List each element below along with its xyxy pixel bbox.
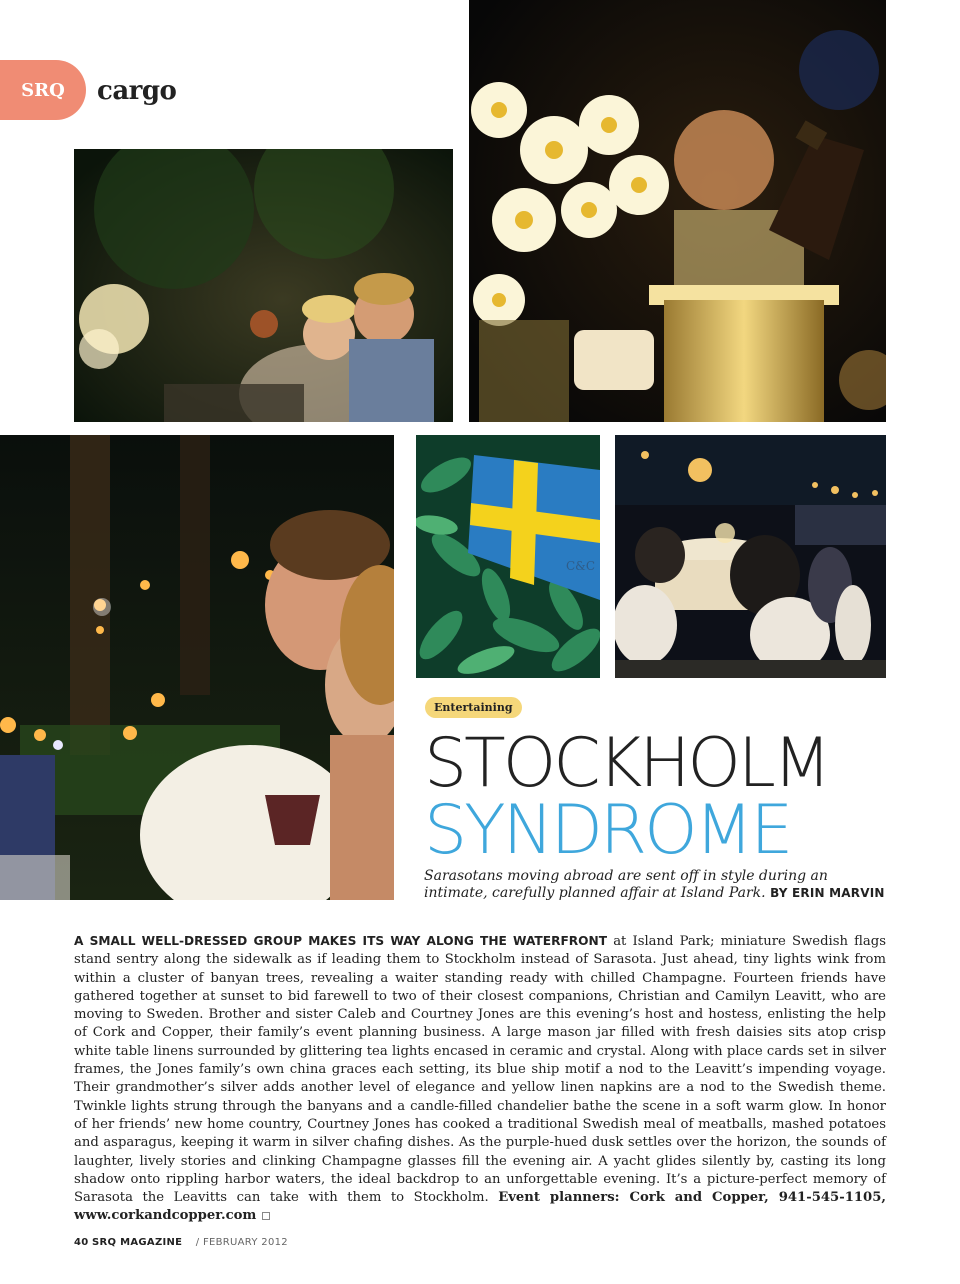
dinner-table-photo — [615, 435, 886, 678]
dek-text: Sarasotans moving abroad are sent off in style during an intimate, carefully planned affair at Island Park. — [424, 868, 828, 901]
section-title: cargo — [97, 76, 177, 106]
page-footer — [74, 1237, 292, 1248]
article-body — [74, 932, 886, 1226]
end-mark-icon — [262, 1212, 270, 1220]
daisies-champagne-photo — [469, 0, 886, 422]
couple-watching-photo — [0, 435, 394, 900]
headline-line-1: STOCKHOLM — [424, 724, 829, 803]
category-tag: Entertaining — [425, 697, 522, 718]
brand-label: SRQ — [21, 79, 65, 101]
headline-line-2: SYNDROME — [424, 791, 791, 870]
place-card-text: C&C — [566, 559, 596, 573]
article-dek — [424, 868, 894, 902]
swedish-flag-place-card-photo — [416, 435, 600, 678]
body-paragraph: at Island Park; miniature Swedish flags stand sentry along the sidewalk as if leading them to Stockholm instead of Sarasota. Just ahead, tiny lights wink from within a cluster of banyan trees, revealing a waiter standing ready with chilled Champagne. Fourteen friends have gathered together at sunset to bid farewell to two of their closest companions, Christian and Camilyn Leavitt, who are moving to Sweden. Brother and sister Caleb and Courtney Jones are this evening’s host and hostess, enlisting the help of Cork and Copper, their family’s event planning business. A large mason jar filled with fresh daisies sits atop crisp white table linens surrounded by glittering tea lights encased in ceramic and crystal. Along with place cards set in silver frames, the Jones family’s own china graces each setting, its blue ship motif a nod to the Leavitt’s impending voyage. Their grandmother’s silver adds another level of elegance and yellow linen napkins are a nod to the Swedish theme. Twinkle lights strung through the banyans and a candle-filled chandelier bathe the scene in a soft warm glow. In honor of her friends’ new home country, Courtney Jones has cooked a traditional Swedish meal of meatballs, mashed potatoes and asparagus, keeping it warm in silver chafing dishes. As the purple-hued dusk settles over the horizon, the sounds of laughter, lively stories and clinking Champagne glasses fill the evening air. A yacht glides silently by, casting its long shadow onto rippling harbor waters, the ideal backdrop to an unforgettable evening. It’s a picture-perfect memory of Sarasota the Leavitts can take with them to Stockholm. — [74, 934, 886, 1206]
couple-dining-photo — [74, 149, 453, 422]
brand-tab — [0, 60, 86, 120]
magazine-name: SRQ MAGAZINE — [92, 1237, 183, 1248]
byline: BY ERIN MARVIN — [770, 886, 885, 900]
page-number: 40 — [74, 1237, 89, 1248]
planner-credit: Event planners: Cork and Copper, 941-545-1105, www.corkandcopper.com — [74, 1190, 886, 1224]
lead-in: A SMALL WELL-DRESSED GROUP MAKES ITS WAY ALONG THE WATERFRONT — [74, 934, 608, 948]
issue-date: / FEBRUARY 2012 — [195, 1237, 288, 1248]
